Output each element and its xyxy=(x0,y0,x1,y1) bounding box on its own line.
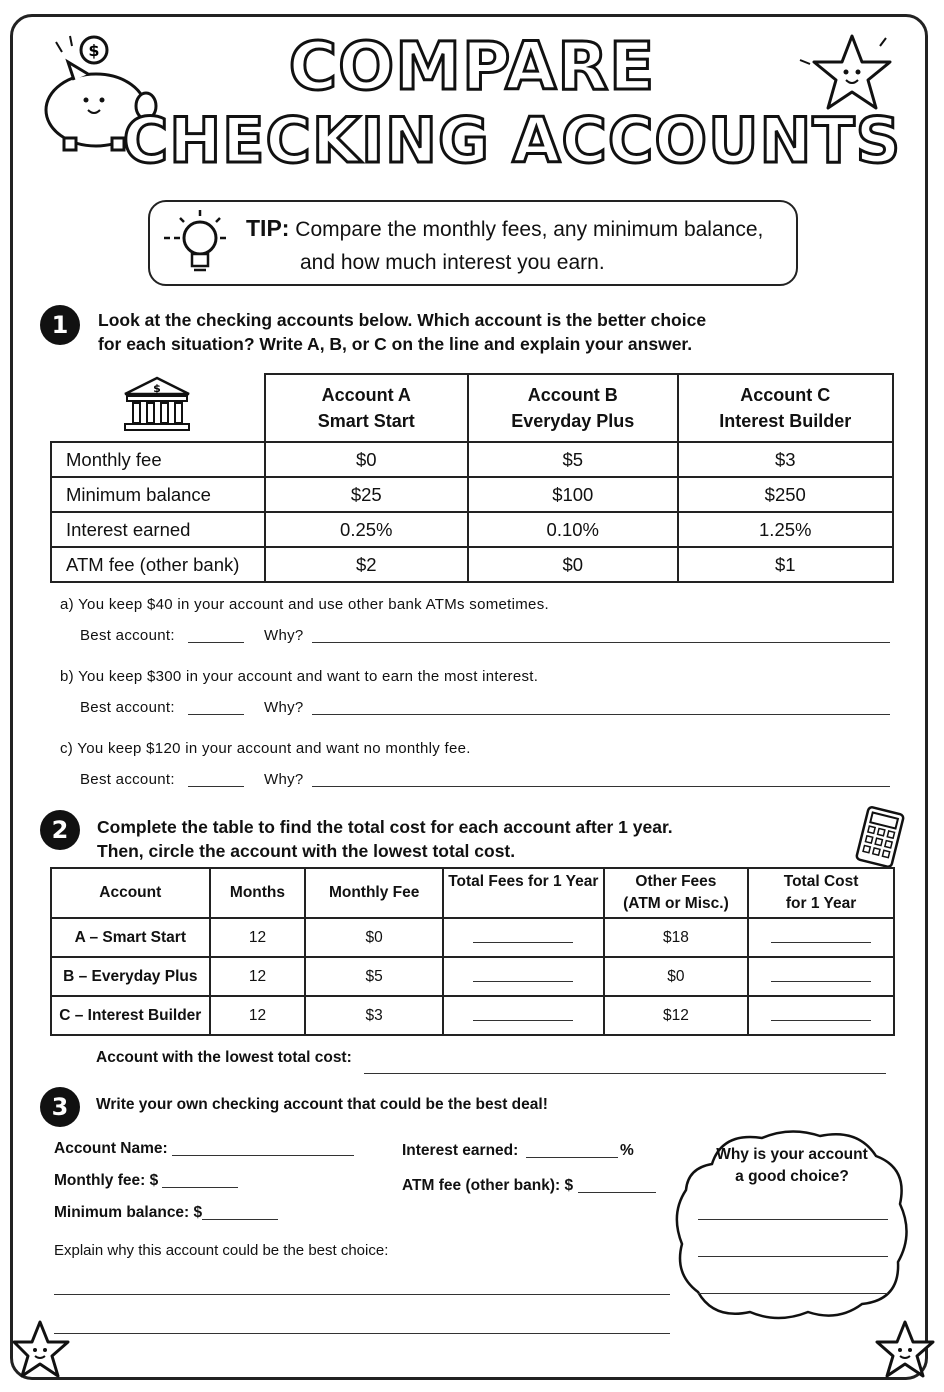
explain-input-line-2[interactable] xyxy=(54,1333,670,1334)
table-row xyxy=(51,442,893,477)
section-1-instruction: Look at the checking accounts below. Which account is the better choice for each situation? Write A, B, or C on the line and explain your answer. xyxy=(98,310,707,354)
other-fees-cell: $18 xyxy=(604,918,749,957)
cell-value: $250 xyxy=(678,477,893,512)
cloud-input-line-3[interactable] xyxy=(698,1293,888,1294)
account-name-cell: C – Interest Builder xyxy=(51,996,210,1035)
months-cell: 12 xyxy=(210,918,306,957)
total-fees-input[interactable] xyxy=(443,957,604,996)
interest-input[interactable] xyxy=(526,1157,618,1158)
cell-value: $1 xyxy=(678,547,893,582)
cell-value: $0 xyxy=(265,442,469,477)
other-fees-cell: $0 xyxy=(604,957,749,996)
cell-value: $25 xyxy=(265,477,469,512)
bank-icon xyxy=(117,374,197,434)
tip-text: Compare the monthly fees, any minimum balance, xyxy=(295,218,764,241)
total-fees-input[interactable] xyxy=(443,996,604,1035)
account-name-cell: A – Smart Start xyxy=(51,918,210,957)
monthly-fee-cell: $5 xyxy=(305,957,443,996)
section-3-instruction: Write your own checking account that could be the best deal! xyxy=(96,1096,548,1113)
cell-value: $100 xyxy=(468,477,678,512)
svg-text:$: $ xyxy=(153,382,162,395)
atm-fee-input[interactable] xyxy=(578,1192,656,1193)
monthly-fee-input[interactable] xyxy=(162,1187,238,1188)
account-name-label: Account Name: xyxy=(54,1140,168,1157)
column-header-account-b: Account B Everyday Plus xyxy=(468,374,678,442)
cell-value: $0 xyxy=(468,547,678,582)
cell-value: 0.10% xyxy=(468,512,678,547)
why-a-input[interactable] xyxy=(312,642,890,643)
cloud-input-line-1[interactable] xyxy=(698,1219,888,1220)
cell-value: $2 xyxy=(265,547,469,582)
why-label: Why? xyxy=(264,771,304,788)
cloud-prompt: Why is your account a good choice? xyxy=(716,1146,868,1185)
question-c: c) You keep $120 in your account and want no monthly fee. xyxy=(60,740,471,757)
why-c-input[interactable] xyxy=(312,786,890,787)
question-b: b) You keep $300 in your account and want to earn the most interest. xyxy=(60,668,539,685)
tip-text-2: and how much interest you earn. xyxy=(300,251,605,274)
best-account-label: Best account: xyxy=(80,699,175,716)
star-icon xyxy=(874,1318,936,1382)
best-account-b-input[interactable] xyxy=(188,714,244,715)
column-header-account: Account xyxy=(51,868,210,918)
column-header-other-fees: Other Fees (ATM or Misc.) xyxy=(604,868,749,918)
section-1-number: 1 xyxy=(40,305,80,345)
total-fees-input[interactable] xyxy=(443,918,604,957)
cell-value: $3 xyxy=(678,442,893,477)
column-header-total-cost: Total Cost for 1 Year xyxy=(748,868,894,918)
cell-value: 0.25% xyxy=(265,512,469,547)
explain-label: Explain why this account could be the best choice: xyxy=(54,1242,389,1259)
cloud-input-line-2[interactable] xyxy=(698,1256,888,1257)
months-cell: 12 xyxy=(210,996,306,1035)
section-2-instruction: Complete the table to find the total cost for each account after 1 year. Then, circle the account with the lowest total cost. xyxy=(97,817,673,861)
column-header-monthly-fee: Monthly Fee xyxy=(305,868,443,918)
lowest-cost-label: Account with the lowest total cost: xyxy=(96,1049,352,1066)
column-header-account-a: Account A Smart Start xyxy=(265,374,469,442)
best-account-c-input[interactable] xyxy=(188,786,244,787)
section-2-number: 2 xyxy=(40,810,80,850)
percent-sign: % xyxy=(620,1142,634,1159)
row-label: Interest earned xyxy=(51,512,265,547)
other-fees-cell: $12 xyxy=(604,996,749,1035)
monthly-fee-cell: $0 xyxy=(305,918,443,957)
interest-label: Interest earned: xyxy=(402,1142,519,1159)
row-label: Minimum balance xyxy=(51,477,265,512)
column-header-total-fees: Total Fees for 1 Year xyxy=(443,868,604,918)
svg-text:$: $ xyxy=(88,41,100,60)
best-account-label: Best account: xyxy=(80,627,175,644)
tip-box xyxy=(148,200,798,286)
total-cost-input[interactable] xyxy=(748,957,894,996)
question-a: a) You keep $40 in your account and use other bank ATMs sometimes. xyxy=(60,596,549,613)
calculator-icon xyxy=(852,806,908,868)
table-row xyxy=(51,512,893,547)
why-label: Why? xyxy=(264,699,304,716)
column-header-months: Months xyxy=(210,868,306,918)
lightbulb-icon xyxy=(160,208,240,280)
section-3-number: 3 xyxy=(40,1087,80,1127)
minimum-balance-label: Minimum balance: $ xyxy=(54,1204,203,1221)
months-cell: 12 xyxy=(210,957,306,996)
page-title: COMPARE xyxy=(288,28,656,105)
table-row xyxy=(51,477,893,512)
page-subtitle: CHECKING ACCOUNTS xyxy=(122,104,902,177)
total-cost-input[interactable] xyxy=(748,918,894,957)
table-row xyxy=(51,996,894,1035)
tip-label: TIP: xyxy=(246,215,290,241)
row-label: ATM fee (other bank) xyxy=(51,547,265,582)
table-row xyxy=(51,918,894,957)
table-row xyxy=(51,957,894,996)
monthly-fee-cell: $3 xyxy=(305,996,443,1035)
explain-input-line-1[interactable] xyxy=(54,1294,670,1295)
lowest-cost-input[interactable] xyxy=(364,1073,886,1074)
cell-value: $5 xyxy=(468,442,678,477)
column-header-account-c: Account C Interest Builder xyxy=(678,374,893,442)
minimum-balance-input[interactable] xyxy=(202,1219,278,1220)
total-cost-table xyxy=(50,867,895,1036)
best-account-label: Best account: xyxy=(80,771,175,788)
why-label: Why? xyxy=(264,627,304,644)
total-cost-input[interactable] xyxy=(748,996,894,1035)
accounts-table xyxy=(50,373,894,583)
account-name-cell: B – Everyday Plus xyxy=(51,957,210,996)
row-label: Monthly fee xyxy=(51,442,265,477)
cell-value: 1.25% xyxy=(678,512,893,547)
why-b-input[interactable] xyxy=(312,714,890,715)
monthly-fee-label: Monthly fee: $ xyxy=(54,1172,159,1189)
account-name-input[interactable] xyxy=(172,1155,354,1156)
bank-icon-cell xyxy=(51,374,265,442)
table-row xyxy=(51,547,893,582)
best-account-a-input[interactable] xyxy=(188,642,244,643)
star-icon xyxy=(12,1318,72,1382)
atm-fee-label: ATM fee (other bank): $ xyxy=(402,1177,574,1194)
